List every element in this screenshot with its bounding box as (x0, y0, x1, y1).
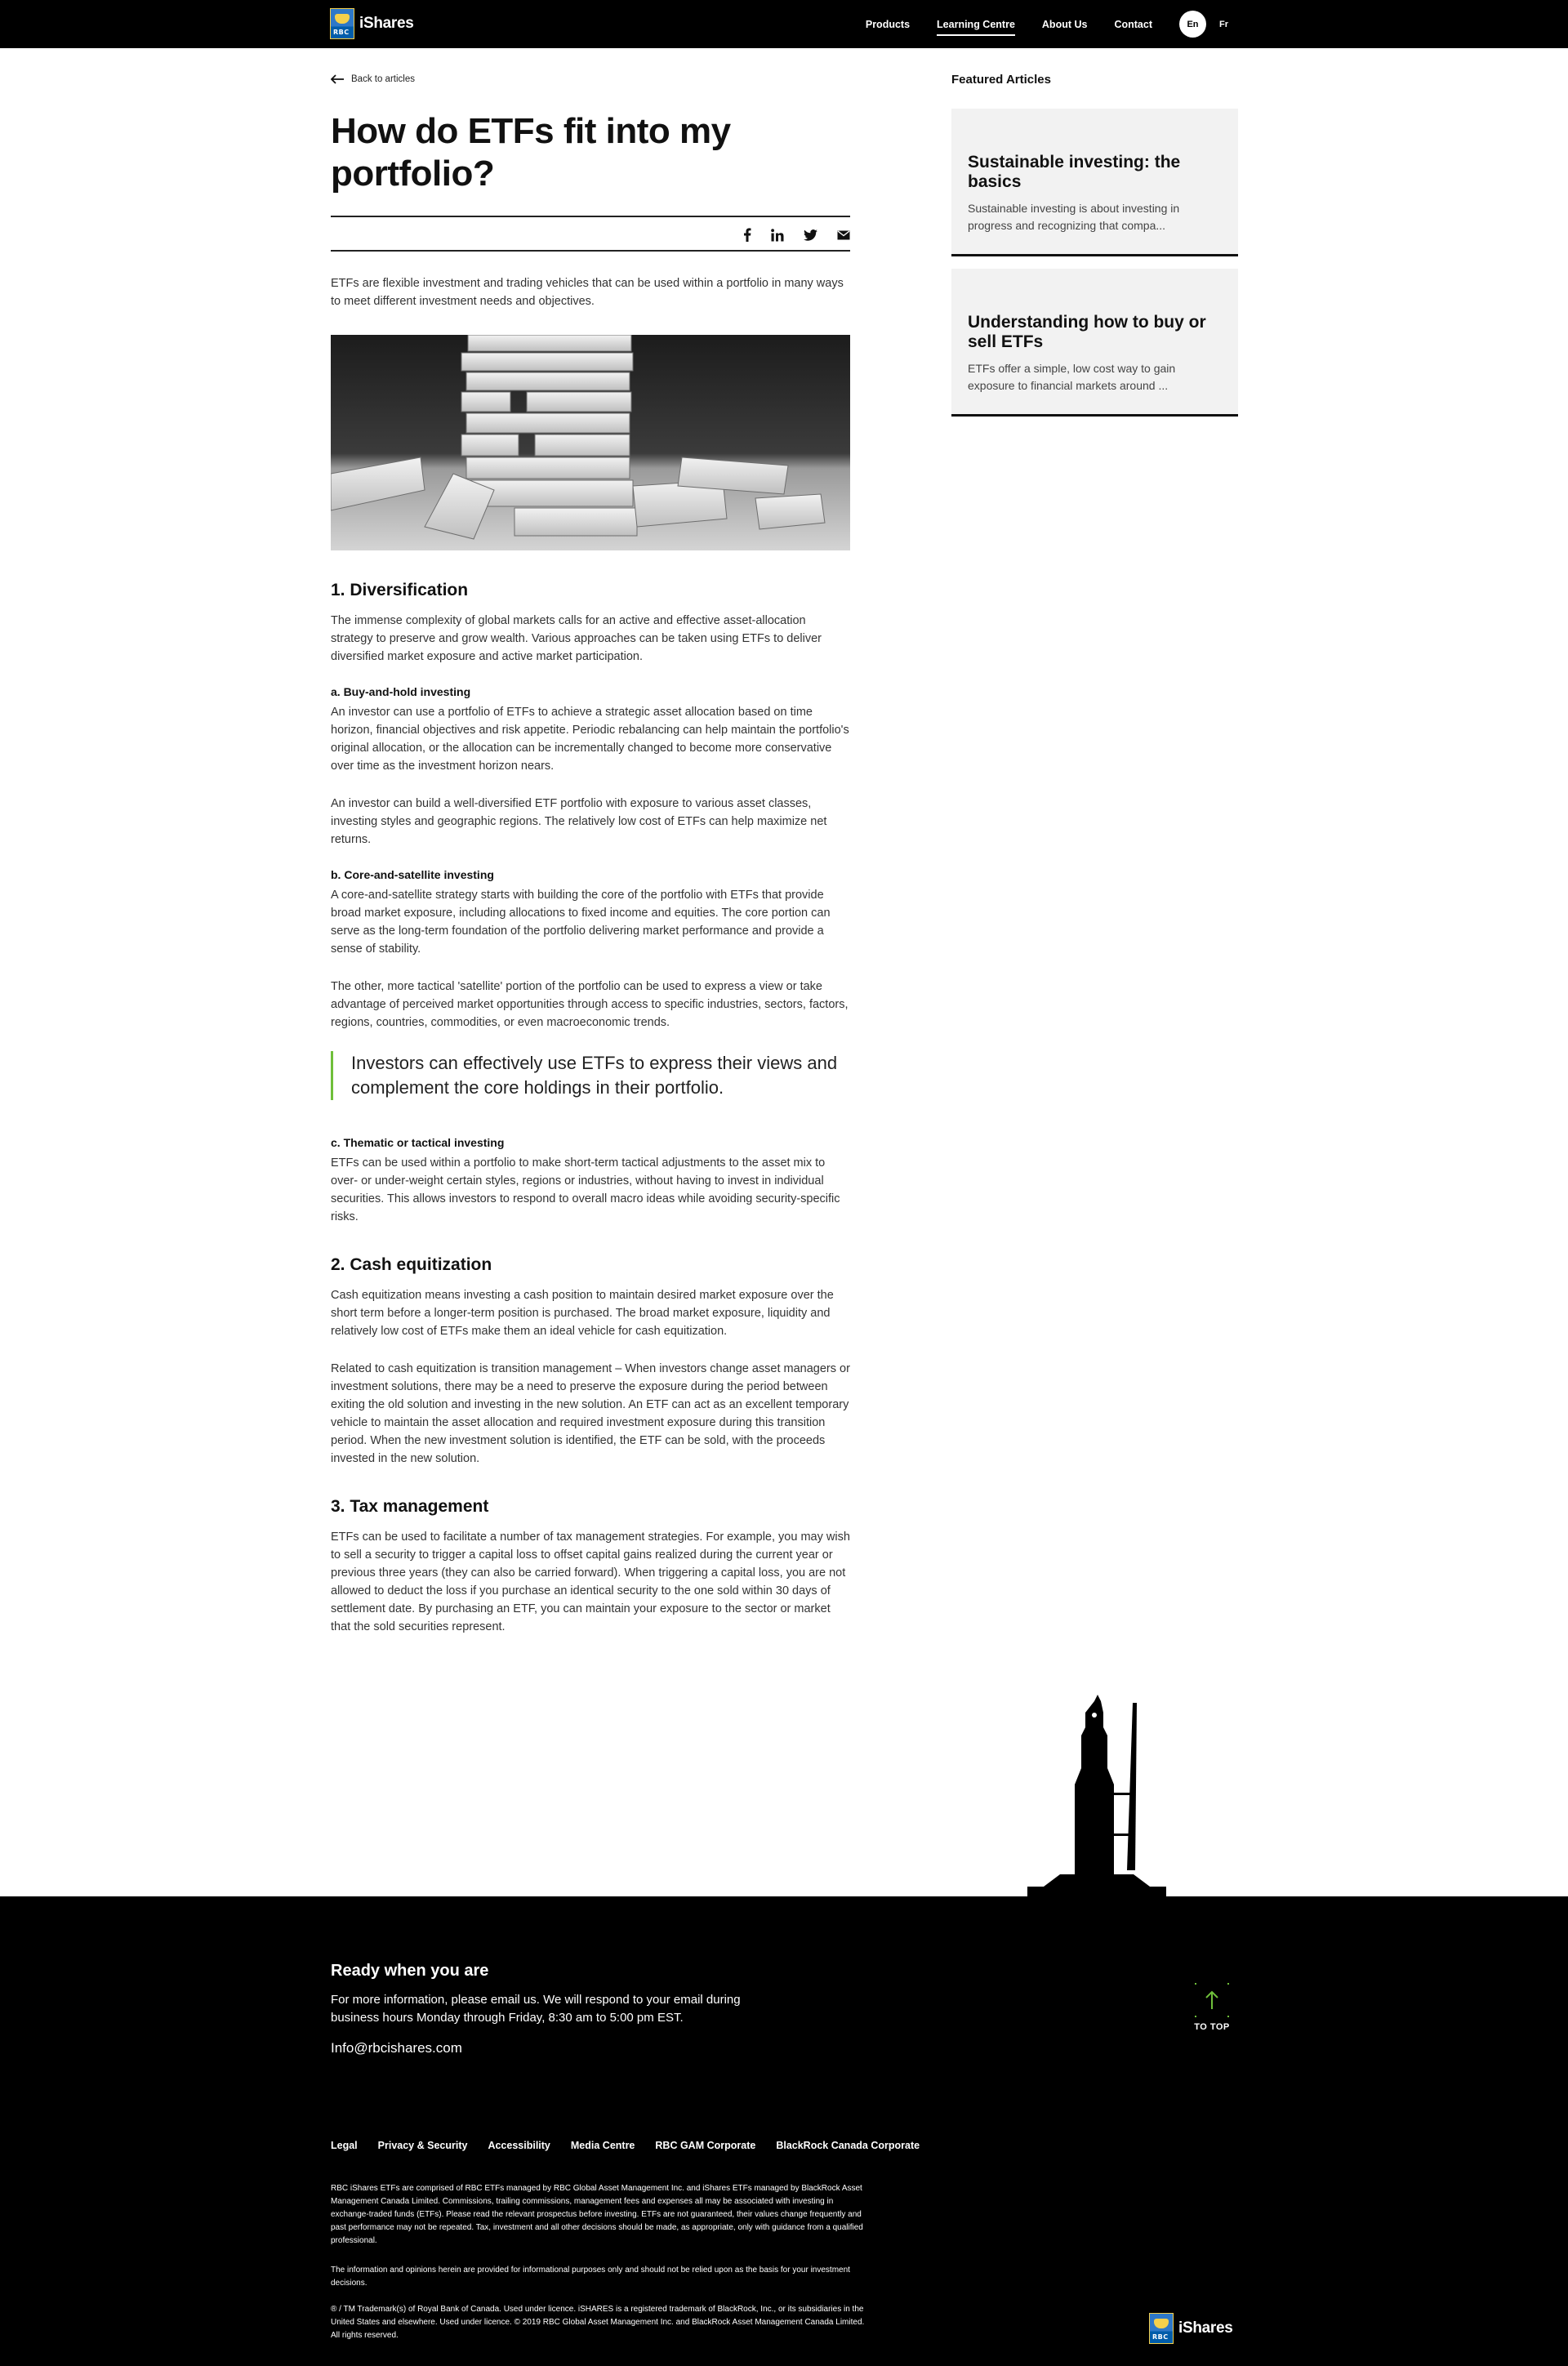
logo-text: iShares (1178, 2319, 1233, 2337)
rbc-ishares-logo[interactable] (330, 8, 414, 39)
arrow-up-icon (1195, 1983, 1229, 2017)
back-label: Back to articles (351, 74, 415, 84)
card-text: Sustainable investing is about investing in progress and recognizing that compa... (968, 202, 1180, 232)
page-title: How do ETFs fit into my portfolio? (331, 111, 731, 194)
paragraph: The immense complexity of global markets calls for an active and effective asset-allocation strategy to preserve and grow wealth. Various approaches can be taken using ETFs to deliver diversified market exposure and active market participation. (331, 614, 822, 663)
facebook-icon[interactable] (743, 228, 751, 242)
contact-email-link[interactable]: Info@rbcishares.com (331, 2040, 462, 2056)
legal-disclaimer: RBC iShares ETFs are comprised of RBC ETFs managed by RBC Global Asset Management Inc. and iShares ETFs managed by BlackRock Asset Management Canada Limited. Commissions, trailing commissions, management fees and expenses all may be associated with investing in exchange-traded funds (ETFs). Please read the relevant prospectus before investing. ETFs are not guaranteed, their values change frequently and past performance may not be repeated. Tax, investment and all other decisions should be made, as appropriate, only with guidance from a qualified professional. (331, 2184, 863, 2245)
to-top-button[interactable] (1194, 1983, 1230, 2032)
rbc-shield-icon: RBC (1149, 2313, 1174, 2344)
twitter-icon[interactable] (804, 229, 817, 241)
footer-heading: Ready when you are (331, 1962, 489, 1980)
card-text: ETFs offer a simple, low cost way to gain exposure to financial markets around ... (968, 362, 1176, 392)
article-body (331, 581, 850, 1655)
article-intro: ETFs are flexible investment and trading vehicles that can be used within a portfolio in many ways to meet different investment needs and objectives. (331, 277, 844, 308)
footer-link-legal[interactable]: Legal (331, 2140, 358, 2151)
logo-text: iShares (359, 15, 414, 32)
section-heading: 1. Diversification (331, 581, 469, 599)
divider (331, 250, 850, 252)
paragraph: An investor can use a portfolio of ETFs to achieve a strategic asset allocation based on time horizon, financial objectives and risk appetite. Periodic rebalancing can help maintain the portfolio's original allocation, or the allocation can be incrementally changed to become more conservative over time as the investment horizon nears. (331, 706, 849, 773)
footer-link-blackrock[interactable]: BlackRock Canada Corporate (776, 2140, 920, 2151)
main-nav (839, 0, 1228, 48)
card-title: Understanding how to buy or sell ETFs (968, 313, 1206, 351)
footer-link-media-centre[interactable]: Media Centre (570, 2140, 635, 2151)
paragraph: ETFs can be used within a portfolio to make short-term tactical adjustments to the asset mix to over- or under-weight certain styles, regions or industries, without having to invest in individual securities. This allows investors to respond to overall macro ideas while avoiding security-specific risks. (331, 1156, 840, 1223)
footer-links (331, 2140, 940, 2151)
jenga-tower-image (331, 335, 850, 550)
back-to-articles-link[interactable] (331, 74, 415, 84)
linkedin-icon[interactable] (771, 229, 784, 242)
share-bar (724, 228, 850, 242)
section-heading: 2. Cash equitization (331, 1255, 492, 1274)
paragraph: An investor can build a well-diversified ETF portfolio with exposure to various asset classes, investing styles and geographic regions. The relatively low cost of ETFs can help maximize net returns. (331, 797, 827, 846)
subsection-heading: a. Buy-and-hold investing (331, 685, 471, 698)
card-title: Sustainable investing: the basics (968, 153, 1181, 191)
footer-link-privacy[interactable]: Privacy & Security (377, 2140, 468, 2151)
legal-disclaimer: The information and opinions herein are provided for informational purposes only and should not be relied upon as the basis for your investment decisions. (331, 2266, 850, 2288)
email-share-icon[interactable] (837, 230, 850, 240)
section-heading: 3. Tax management (331, 1497, 489, 1516)
subsection-heading: c. Thematic or tactical investing (331, 1136, 505, 1149)
lang-en-button[interactable]: En (1179, 11, 1206, 38)
rbc-shield-icon: RBC (330, 8, 354, 39)
footer-link-accessibility[interactable]: Accessibility (488, 2140, 550, 2151)
subsection-heading: b. Core-and-satellite investing (331, 868, 494, 881)
site-header (0, 0, 1568, 48)
paragraph: The other, more tactical 'satellite' portion of the portfolio can be used to express a view or take advantage of perceived market opportunities through access to specific industries, sectors, factors, regions, countries, commodities, or even macroeconomic trends. (331, 980, 849, 1029)
nav-products[interactable]: Products (865, 18, 911, 30)
nav-about-us[interactable]: About Us (1041, 18, 1088, 30)
nav-learning-centre[interactable]: Learning Centre (937, 18, 1015, 30)
arrow-left-icon (331, 74, 345, 84)
divider (331, 216, 850, 217)
lang-fr-button[interactable]: Fr (1219, 19, 1228, 29)
featured-article-card[interactable] (951, 269, 1238, 417)
nav-contact[interactable]: Contact (1114, 18, 1152, 30)
footer-link-rbc-gam[interactable]: RBC GAM Corporate (655, 2140, 756, 2151)
paragraph: ETFs can be used to facilitate a number of tax management strategies. For example, you may wish to sell a security to trigger a capital loss to offset capital gains realized during the current year or previous three years (they can also be carried forward). When triggering a capital loss, you are not allowed to deduct the loss if you purchase an identical security to the one sold within 30 days of settlement date. By purchasing an ETF, you can maintain your exposure to the sector or market that the sold securities represent. (331, 1531, 850, 1633)
footer-contact-text: For more information, please email us. We will respond to your email during business hours Monday through Friday, 8:30 am to 5:00 pm EST. (331, 1993, 741, 2025)
site-footer (0, 1896, 1568, 2366)
paragraph: Cash equitization means investing a cash position to maintain desired market exposure over the short term before a longer-term position is purchased. The broad market exposure, liquidity and relatively low cost of ETFs make them an ideal vehicle for cash equitization. (331, 1289, 834, 1338)
paragraph: A core-and-satellite strategy starts with building the core of the portfolio with ETFs that provide broad market exposure, including allocations to fixed income and equities. The core portion can serve as the long-term foundation of the portfolio delivering market performance and provide a sense of stability. (331, 889, 831, 956)
featured-article-card[interactable] (951, 109, 1238, 256)
footer-logo[interactable] (1149, 2313, 1233, 2344)
pull-quote: Investors can effectively use ETFs to express their views and complement the core holdings in their portfolio. (331, 1051, 850, 1100)
sidebar-title: Featured Articles (951, 73, 1051, 87)
to-top-label: TO TOP (1194, 2022, 1230, 2032)
legal-trademark: ® / TM Trademark(s) of Royal Bank of Canada. Used under licence. iSHARES is a registered trademark of BlackRock, Inc., or its subsidiaries in the United States and elsewhere. Used under licence. © 2019 RBC Global Asset Management Inc. and BlackRock Asset Management Canada Limited. All rights reserved. (331, 2305, 865, 2340)
paragraph: Related to cash equitization is transition management – When investors change asset managers or investment solutions, there may be a need to preserve the exposure during the period between exiting the old solution and investing in the new solution. An ETF can act as an excellent temporary vehicle to maintain the asset allocation and required investment exposure during this transition period. When the new investment solution is identified, the ETF can be sold, with the proceeds invested in the new solution. (331, 1362, 850, 1465)
rocket-launch-icon (1027, 1695, 1166, 1903)
